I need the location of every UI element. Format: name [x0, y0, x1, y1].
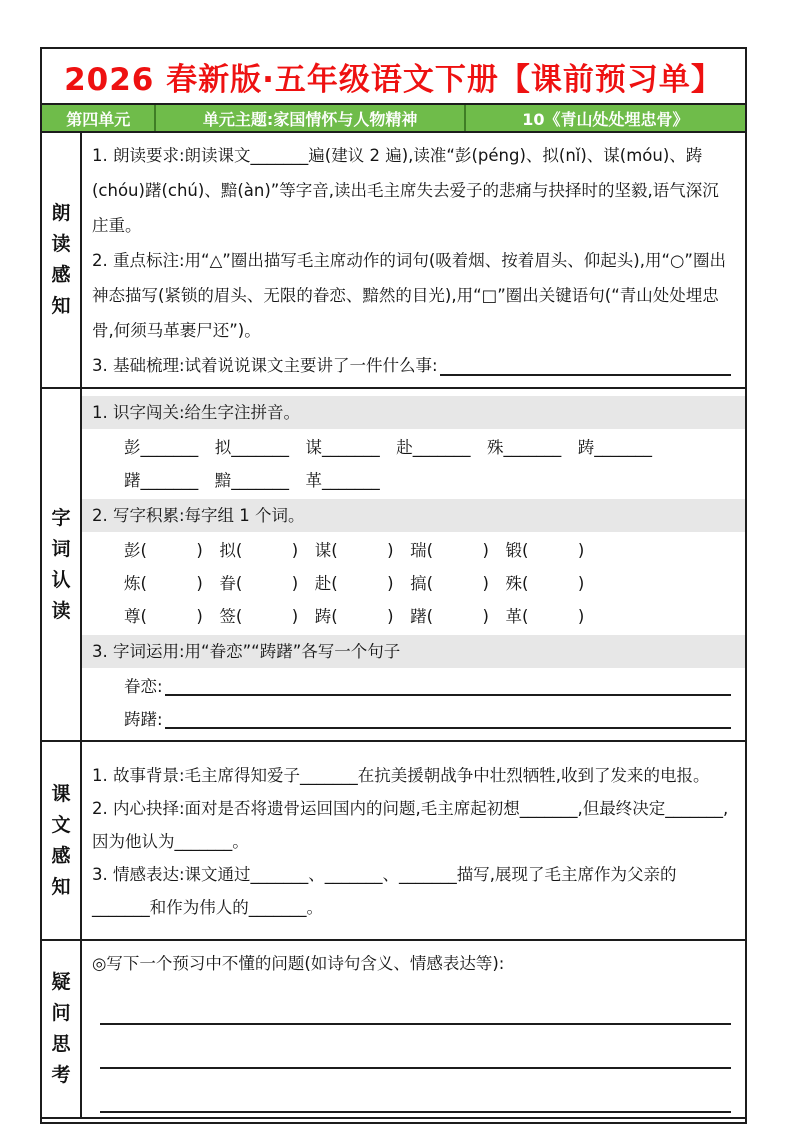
word-row-1: 彭( ) 拟( ) 谋( ) 瑞( ) 锻( ) [124, 541, 585, 560]
text-item-3: 3. 情感表达:课文通过_______、_______、_______描写,展现了毛主席作为父亲的_______和作为伟人的_______。 [92, 864, 677, 917]
word-row-2: 炼( ) 眷( ) 赴( ) 搞( ) 殊( ) [124, 574, 585, 593]
pinyin-row-1: 彭_______ 拟_______ 谋_______ 赴_______ 殊_______ 踌_______ [124, 438, 652, 457]
section-questions-content [82, 941, 745, 1117]
sentence-line-chouchu [82, 703, 745, 736]
section-text-label: 课文感知 [51, 782, 71, 898]
unit-theme: 单元主题:家国情怀与人物精神 [154, 105, 463, 131]
pinyin-row-2: 躇_______ 黯_______ 革_______ [124, 471, 380, 490]
reading-item-3-label: 3. 基础梳理:试着说说课文主要讲了一件什么事: [92, 356, 438, 375]
section-words-label: 字词认读 [51, 506, 71, 622]
words-item-1-header: 1. 识字闯关:给生字注拼音。 [82, 396, 745, 429]
title-row [42, 49, 745, 103]
sentence-chouchu-blank [165, 703, 731, 729]
reading-item-2: 2. 重点标注:用“△”圈出描写毛主席动作的词句(吸着烟、按着眉头、仰起头),用“○”圈出神态描写(紧锁的眉头、无限的眷恋、黯然的目光),用“□”圈出关键语句(“青山处处埋忠骨,何须马革裹尸还”)。 [92, 251, 726, 340]
section-questions-label: 疑问思考 [51, 971, 71, 1086]
writing-line-3 [100, 1069, 731, 1113]
section-questions-label-cell [42, 941, 82, 1117]
section-text-label-cell [42, 742, 82, 939]
words-item-3-header: 3. 字词运用:用“眷恋”“踌躇”各写一个句子 [82, 635, 745, 668]
section-words-label-cell [42, 389, 82, 740]
section-words [42, 389, 745, 742]
sentence-line-juanlian [82, 670, 745, 703]
unit-number: 第四单元 [66, 109, 131, 129]
words-item-2-header: 2. 写字积累:每字组 1 个词。 [82, 499, 745, 532]
text-item-2: 2. 内心抉择:面对是否将遗骨运回国内的问题,毛主席起初想_______,但最终决定_______,因为他认为_______。 [92, 798, 729, 851]
sentence-chouchu-label: 踌躇: [124, 710, 163, 729]
section-reading [42, 133, 745, 389]
reading-item-3 [82, 348, 745, 383]
reading-item-3-answer-blank [440, 348, 731, 376]
page-title: 2026 春新版·五年级语文下册【课前预习单】 [64, 61, 723, 98]
lesson-title: 10《青山处处埋忠骨》 [464, 105, 745, 131]
section-words-content [82, 389, 745, 740]
unit-bar [42, 103, 745, 133]
sentence-juanlian-label: 眷恋: [124, 677, 163, 696]
sentence-juanlian-blank [165, 670, 731, 696]
section-text [42, 742, 745, 941]
section-reading-label-cell [42, 133, 82, 387]
questions-prompt: ◎写下一个预习中不懂的问题(如诗句含义、情感表达等): [92, 954, 505, 973]
text-item-1: 1. 故事背景:毛主席得知爱子_______在抗美援朝战争中壮烈牺牲,收到了发来的电报。 [92, 765, 710, 785]
writing-line-1 [100, 981, 731, 1025]
section-text-content [82, 742, 745, 939]
worksheet-frame [40, 47, 747, 1124]
section-reading-label: 朗读感知 [51, 202, 71, 317]
section-reading-content [82, 133, 745, 387]
reading-item-1: 1. 朗读要求:朗读课文_______遍(建议 2 遍),读准“彭(péng)、拟(nǐ)、谋(móu)、踌(chóu)躇(chú)、黯(àn)”等字音,读出毛主席失去爱子的悲痛与抉择时的坚毅,语气深沉庄重。 [92, 146, 719, 235]
section-questions [42, 941, 745, 1119]
word-row-3: 尊( ) 签( ) 踌( ) 躇( ) 革( ) [124, 607, 585, 626]
writing-line-2 [100, 1025, 731, 1069]
